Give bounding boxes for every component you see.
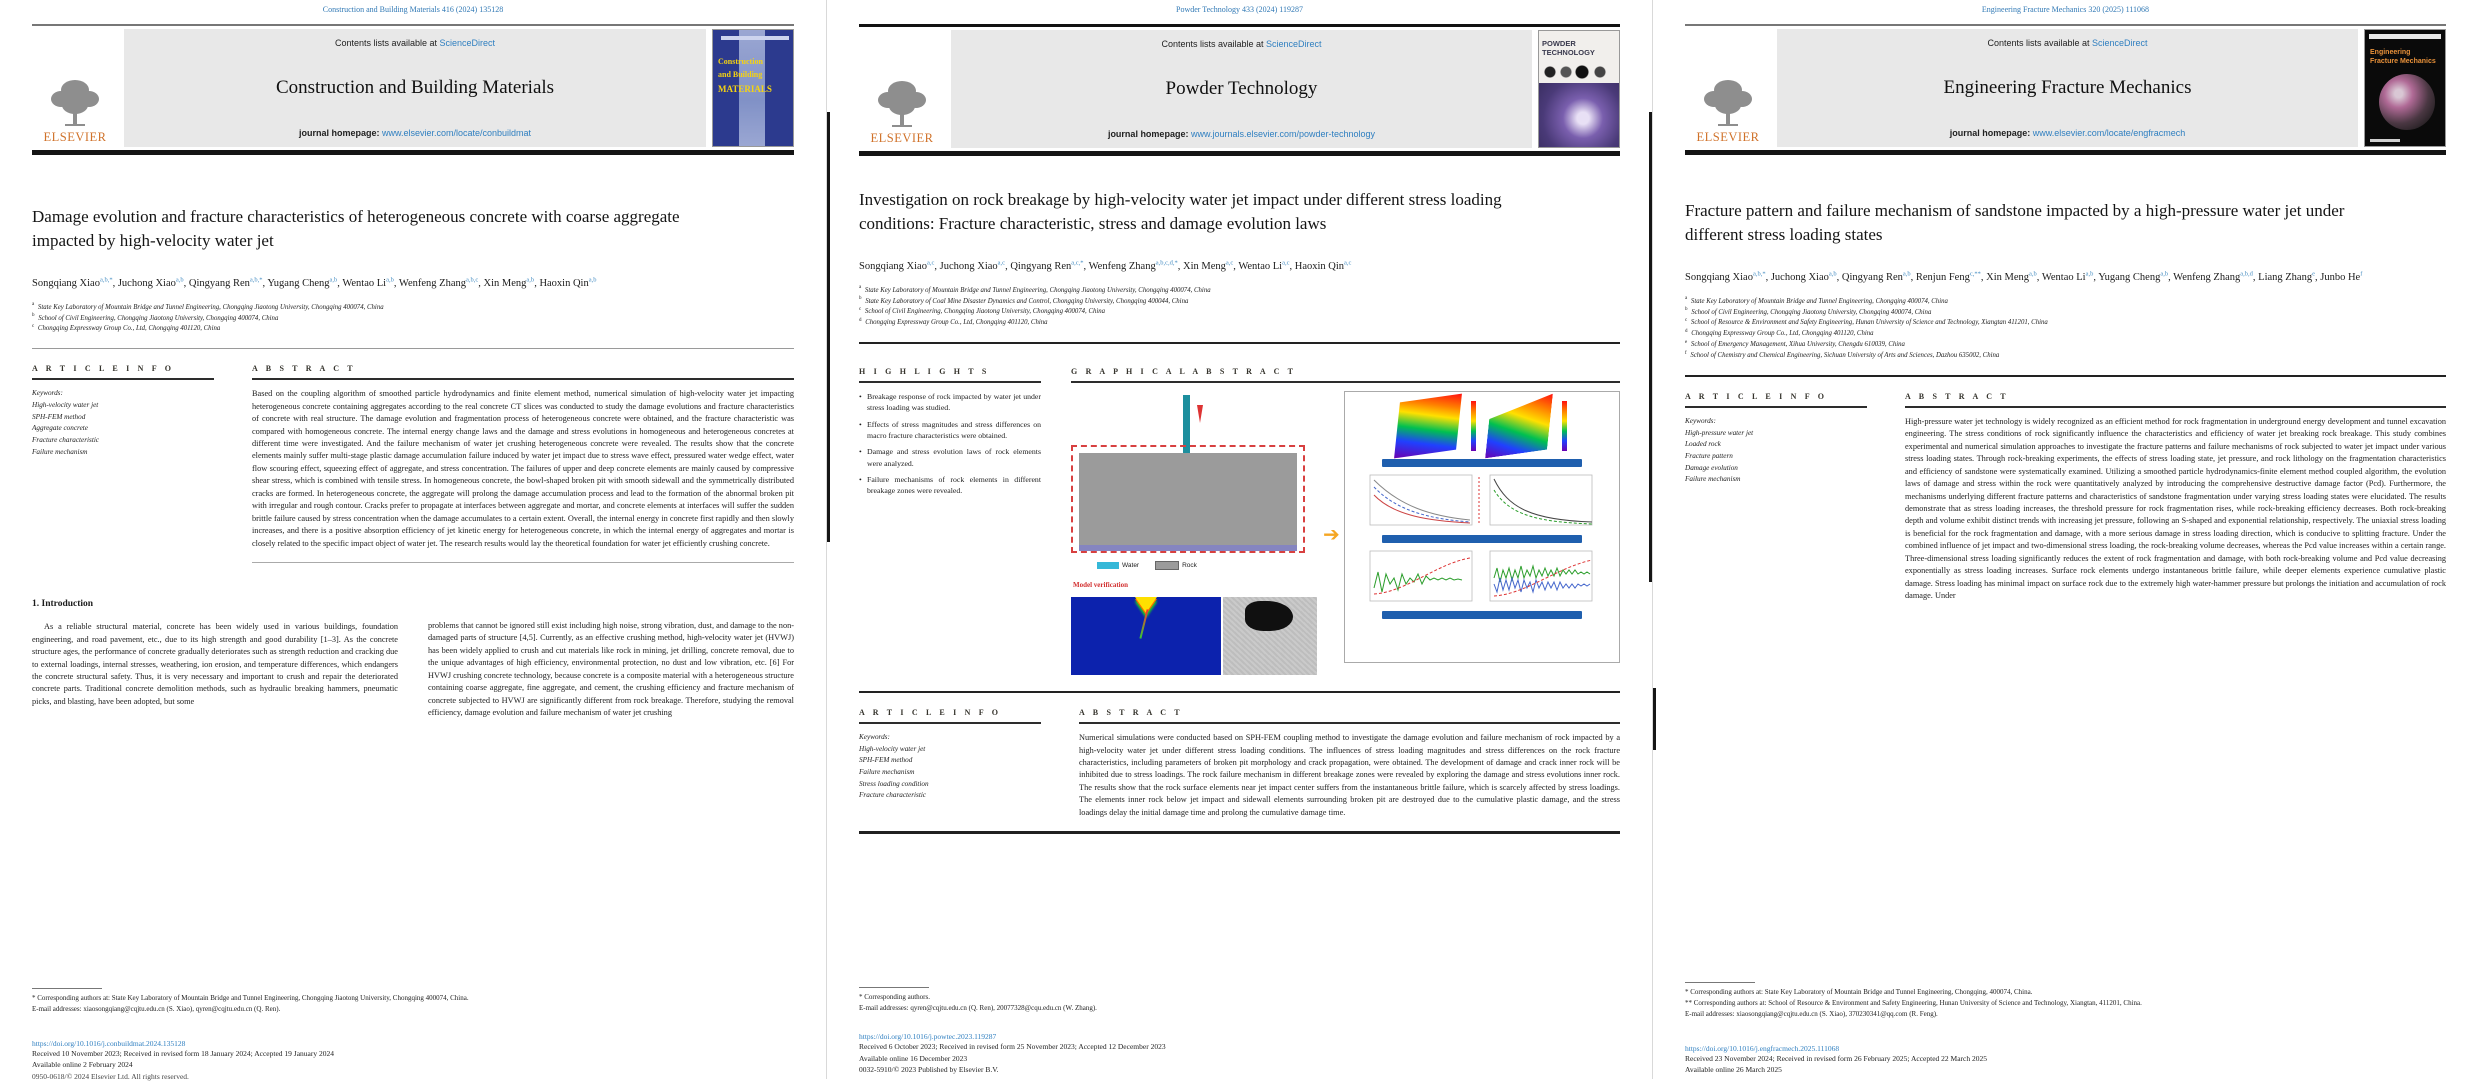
received-dates [859, 1041, 1620, 1076]
stress-evolution-charts [1366, 472, 1598, 530]
homepage-label: journal homepage: [298, 128, 382, 138]
journal-citation: Engineering Fracture Mechanics 320 (2025) 111068 [1981, 5, 2150, 14]
affiliation-line: $^c$ School of Resource & Environment and Safety Engineering, Hunan University of Science and Technology, Xiangtan 411201, China [1685, 318, 2048, 327]
surface-plot-2 [1485, 394, 1553, 459]
text-line: * Corresponding authors. [859, 993, 930, 1002]
highlights-heading: H I G H L I G H T S [859, 367, 990, 377]
author-list: Songqiang Xiao$^{a,c}$, Juchong Xiao$^{a,c}$, Qingyang Ren$^{a,c,*}$, Wenfeng Zhang$^{a,b,c,d,*}$, Xin Meng$^{a,c}$, Wentao Li$^{a,c}$, Haoxin Qin$^{a,c}$ [859, 259, 1352, 273]
affiliation-marker: a [1685, 296, 1688, 302]
introduction-section [32, 597, 794, 720]
affiliation-list [32, 303, 794, 336]
rock-label: Rock [1182, 562, 1197, 570]
heading-rule [859, 722, 1041, 724]
journal-cover-thumbnail [1538, 30, 1620, 148]
affiliation-line: $^c$ School of Civil Engineering, Chongqing Jiaotong University, Chongqing 400074, China [859, 307, 1106, 316]
water-label: Water [1122, 562, 1140, 570]
author-name: Qingyang Ren [188, 278, 250, 290]
water-swatch [1097, 562, 1119, 569]
homepage-label: journal homepage: [1107, 129, 1191, 139]
affiliation-marker: b [1685, 307, 1688, 313]
author-name: Haoxin Qin [539, 278, 589, 290]
legend-water [1097, 562, 1139, 569]
text-line: 0032-5910/© 2023 Published by Elsevier B.V. [859, 1065, 999, 1075]
abstract-text: High-pressure water jet technology is widely recognized as an efficient method for rock fragmentation in underground energy development and tunnel excavation engineering. The stress conditions of rock significantly influence the characteristics and efficiency of water jet breaking rock breakage. This study combines experimental and numerical simulation approaches to investigate the fracture patterns and failure mechanisms of rock subjected to water jet impact under various stress loading states. Through rock-breaking experiments, the effects of stress loading state, jet pressure, and rock lithology on the fragmentation characteristics and efficiency of sandstone were systematically examined. Utilizing a smoothed particle hydrodynamics-finite element method coupled algorithm, the evolution laws of damage and stress within the rock were quantitatively analyzed by introducing the comprehensive destructive damage factor (Pcd). Furthermore, the mechanisms underlying different fracture patterns and characteristics of sandstone fragmentation under varying stress loading states were elucidated. The results demonstrate that as stress loading increases, the threshold pressure for rock fragmentation rises, while rock-breaking efficiency decreases. Both rock-breaking depth and volume exhibit distinct trends with increasing jet pressure, following an S-shaped and exponential relationship, respectively. The uniaxial stress loading is beneficial for the rock fragmentation and damage, with a more serious damage in stress loading direction, which is conducive to splitting fracture. Under the combined influence of jet impact and two-dimensional stress loading, the rock-breaking volume decreases, whereas the Pcd value increases within a certain range. Three-dimensional stress loading significantly reduces the extent of rock fragmentation and damage, with both rock-breaking volume and Pcd value decreasing exponentially as stress loading increases. Surface rock elements undergo instantaneous brittle failure, while deeper elements experience cumulative plastic damage. Stress loading has minimal impact on surface rock due to the extremely high water-hammer pressure but prolongs the initiation and accumulation of rock damage. Under [1905, 416, 2446, 600]
journal-header [32, 24, 794, 147]
homepage-line [299, 128, 531, 138]
text-line: Available online 2 February 2024 [32, 1060, 133, 1070]
text-line: Damage evolution [1685, 463, 1738, 472]
author-affiliation-marker: a,b [1902, 270, 1911, 278]
footnote-rule [859, 987, 929, 988]
text-line: Failure mechanism [32, 447, 88, 456]
author-affiliation-marker: a,b [2028, 270, 2037, 278]
experiment-photo [1223, 597, 1317, 675]
info-abstract-section [32, 364, 794, 563]
flow-arrow-icon: ➔ [1323, 523, 1340, 546]
rock-base-shape [1079, 545, 1297, 551]
elsevier-tree-icon [875, 79, 929, 129]
text-line: Stress loading condition [859, 779, 929, 788]
header-rule [859, 151, 1620, 156]
text-line: Received 10 November 2023; Received in revised form 18 January 2024; Accepted 19 January 2024 [32, 1048, 334, 1058]
jet-impact-diagram [1071, 391, 1319, 677]
text-line: TECHNOLOGY [1542, 48, 1595, 58]
header-rule [1685, 150, 2446, 155]
author-name: Wentao Li [1238, 261, 1283, 273]
author-name: Juchong Xiao [939, 261, 998, 273]
article-info-column [859, 708, 1041, 819]
contents-line [1161, 39, 1321, 49]
text-line: Aggregate concrete [32, 424, 88, 433]
doi-block [859, 1032, 1620, 1076]
author-name: Juchong Xiao [1770, 272, 1829, 284]
author-affiliation-marker: a,b [386, 276, 394, 284]
page-footer [32, 988, 794, 1081]
info-abstract-section [859, 708, 1620, 819]
author-affiliation-marker: a,c [1344, 259, 1352, 267]
text-line: MATERIALS [718, 83, 772, 94]
text-line: Available online 26 March 2025 [1685, 1065, 1782, 1075]
highlights-list [859, 391, 1041, 496]
affiliation-line: $^b$ School of Civil Engineering, Chongqing Jiaotong University, Chongqing 400074, China [1685, 307, 1932, 316]
caption-banner [1382, 535, 1582, 543]
affiliation-list [1685, 297, 2446, 362]
author-affiliation-marker: a,c [926, 259, 935, 267]
cover-particles [1542, 64, 1616, 80]
journal-header [1685, 24, 2446, 147]
text-line: * Corresponding authors at: State Key Laboratory of Mountain Bridge and Tunnel Engineering, Chongqing Jiaotong University, Chongqing 400074, China. [32, 994, 469, 1003]
text-line: Fracture characteristic [859, 791, 926, 800]
footnote-lines [32, 993, 794, 1015]
author-name: Yugang Cheng [267, 278, 330, 290]
heading-rule [1071, 381, 1620, 383]
article-info-heading: A R T I C L E I N F O [32, 364, 175, 374]
affiliation-line: $^b$ State Key Laboratory of Coal Mine Disaster Dynamics and Control, Chongqing University, Chongqing 400044, China [859, 296, 1189, 305]
article-title: Damage evolution and fracture characteristics of heterogeneous concrete with coarse aggregate impacted by high-velocity water jet [32, 207, 680, 251]
scan-edge-artifact [827, 112, 830, 542]
homepage-line [1108, 129, 1375, 139]
received-dates [1685, 1053, 2446, 1076]
article-info-heading: A R T I C L E I N F O [1685, 391, 1828, 401]
affiliation-line: $^a$ State Key Laboratory of Mountain Bridge and Tunnel Engineering, Chongqing 400074, China [1685, 296, 1948, 305]
author-name: Wenfeng Zhang [2173, 272, 2241, 284]
copyright-line: 0950-0618/© 2024 Elsevier Ltd. All rights reserved. [32, 1072, 189, 1081]
author-name: Wentao Li [2041, 272, 2086, 284]
info-abstract-section [1685, 392, 2446, 603]
keywords-label: Keywords: [859, 733, 890, 742]
affiliation-line: $^d$ Chongqing Expressway Group Co., Ltd, Chongqing 401120, China [1685, 328, 1874, 338]
footnote-rule [1685, 982, 1755, 983]
affiliation-marker: c [859, 307, 862, 313]
journal-citation: Construction and Building Materials 416 (2024) 135128 [322, 5, 504, 14]
keywords-list [859, 744, 1041, 802]
text-line: High-velocity water jet [859, 744, 926, 753]
keywords-label: Keywords: [32, 389, 63, 398]
homepage-link[interactable]: www.elsevier.com/locate/conbuildmat [381, 128, 532, 138]
affiliation-marker: e [1685, 339, 1688, 345]
affiliation-line: $^a$ State Key Laboratory of Mountain Bridge and Tunnel Engineering, Chongqing Jiaotong University, Chongqing 400074, China [32, 302, 384, 311]
author-affiliation-marker: a,b,c,d,* [1155, 259, 1178, 267]
footnote-lines [859, 992, 1620, 1014]
author-name: Songqiang Xiao [32, 278, 100, 290]
scan-edge-artifact [1653, 688, 1656, 750]
rock-block-shape [1079, 453, 1297, 545]
homepage-link[interactable]: www.journals.elsevier.com/powder-technology [1190, 129, 1376, 139]
colorbar [1471, 401, 1476, 451]
author-affiliation-marker: a,b [1828, 270, 1837, 278]
intro-heading: 1. Introduction [32, 598, 94, 609]
article-title: Fracture pattern and failure mechanism of sandstone impacted by a high-pressure water jet under different stress loading states [1685, 201, 2345, 245]
author-name: Songqiang Xiao [1685, 272, 1753, 284]
elsevier-tree-icon [1701, 78, 1755, 128]
colorbar [1562, 401, 1567, 451]
heading-rule [252, 378, 794, 380]
journal-title: Construction and Building Materials [275, 77, 555, 98]
journal-banner [951, 30, 1532, 148]
doi-link[interactable]: https://doi.org/10.1016/j.engfracmech.2025.111068 [1685, 1043, 1840, 1053]
text-line: Fracture Mechanics [2370, 58, 2436, 66]
graphical-abstract-column [1071, 367, 1620, 677]
author-name: Wenfeng Zhang [1088, 261, 1156, 273]
author-name: Wentao Li [342, 278, 387, 290]
author-name: Qingyang Ren [1841, 272, 1903, 284]
affiliation-marker: d [859, 317, 862, 323]
author-affiliation-marker: a,c [997, 259, 1006, 267]
author-affiliation-marker: a,b [526, 276, 535, 284]
damage-contour-image [1071, 597, 1221, 675]
journal-cover-thumbnail [2364, 29, 2446, 147]
homepage-line [1950, 128, 2186, 138]
abstract-text: Numerical simulations were conducted based on SPH-FEM coupling method to investigate the damage evolution and failure mechanism of rock impacted by a high-velocity water jet under different stress loading conditions. The influences of stress loading magnitudes and stress differences on the rock fracture characteristics, including parameters of broken pit morphology and crack propagation, were obtained. The development of damage and crack inner rock will be inhibited due to stress loadings. The rock failure mechanism in different breakage zones were revealed by exploring the damage and stress evolutions inner rock. The results show that the rock surface elements near jet impact center suffers from the instantaneous brittle failure, which is scarcely affected by stress loadings. The elements inner rock below jet impact and sidewall elements surrounding broken pit are destroyed due to the cumulative plastic damage, and the stress loadings delay the initial damage time and prolong the cumulative damage time. [1079, 733, 1620, 817]
footnote-rule [32, 988, 102, 989]
author-affiliation-marker: a,b [175, 276, 184, 284]
journal-banner [124, 29, 706, 147]
journal-title: Powder Technology [1165, 78, 1318, 99]
affiliation-marker: d [1685, 328, 1688, 334]
author-affiliation-marker: a,b,* [1752, 270, 1766, 278]
author-name: Haoxin Qin [1294, 261, 1345, 273]
cover-bottom-mark [2370, 139, 2400, 142]
abstract-text: Based on the coupling algorithm of smoothed particle hydrodynamics and finite element method, numerical simulation of high-velocity water jet impacting heterogeneous concrete containing aggregates according to the real concrete CT slices was conducted to study the damage evolutions and fracture characteristics of concrete with real structure. The damage evolution and fragmentation process of heterogeneous concrete were obtained, and the fracture characteristic was compared with homogeneous concrete. The internal energy change laws and the damage and stress evolutions in homogeneous and heterogeneous concretes at different time were investigated. And the failure mechanism of water jet crushing heterogeneous concrete were revealed. The results show that the concrete elements mainly suffer multi-stage plastic damage accumulation failure induced by water jet impact due to stress wave effect, pressured water wedge effect, water flow scouring effect, squeezing effect of aggregate, and stress concentration. The failures of upper and deep concrete elements are mainly caused by compressive shear stress, which is combined with tensile stress. In homogeneous concrete, the bowl-shaped broken pit with smooth sidewall and the symmetrically distributed cracks are formed. In heterogeneous concrete, the aggregate will prolong the damage accumulation process and lead to the formation of the abnormal broken pit with irregular and rough contour. Cracks prefer to propagate at interfaces between aggregate and mortar, and concrete elements at interfaces will suffer the sudden brittle failure caused by stress concentration when the damage accumulates to a certain extent. Overall, the internal energy in concrete first rapidly and then slowly increases, and there is a positive absorption efficiency of jet kinetic energy for heterogeneous concrete, in which the internal energy of aggregates and mortar is closely related to the specific impact object of water jet. The research results would lay the theoretical foundation for water jet efficiently crushing concrete. [252, 389, 794, 548]
highlight-item: • Effects of stress magnitudes and stress differences on macro fracture characteristics were obtained. [859, 419, 1041, 442]
water-jet-shape [1183, 395, 1190, 453]
affiliation-marker: c [1685, 318, 1688, 324]
abstract-heading: A B S T R A C T [252, 364, 356, 374]
affiliation-line: $^c$ Chongqing Expressway Group Co., Ltd, Chongqing 401120, China [32, 324, 221, 333]
author-name: Yugang Cheng [2098, 272, 2161, 284]
sciencedirect-link[interactable]: ScienceDirect [2092, 38, 2148, 48]
text-line: High-velocity water jet [32, 400, 99, 409]
page-footer [859, 987, 1620, 1076]
received-dates [32, 1048, 794, 1071]
contents-prefix: Contents lists available at [1161, 39, 1267, 49]
text-line: E-mail addresses: xiaosongqiang@cqjtu.edu.cn (S. Xiao), 370230341@qq.com (R. Feng). [1685, 1009, 1938, 1018]
damage-evolution-charts [1366, 548, 1598, 606]
heading-rule [1079, 722, 1620, 724]
heading-rule [859, 381, 1041, 383]
text-line: Fracture characteristic [32, 435, 99, 444]
keywords-list [32, 400, 214, 458]
doi-link[interactable]: https://doi.org/10.1016/j.powtec.2023.119287 [859, 1032, 997, 1042]
elsevier-wordmark: ELSEVIER [870, 131, 934, 145]
author-name: Xin Meng [483, 278, 527, 290]
doi-block [32, 1038, 794, 1081]
intro-column-2 [428, 597, 794, 720]
text-line: Available online 16 December 2023 [859, 1053, 968, 1063]
paper-page-1 [0, 0, 826, 1079]
article-title: Investigation on rock breakage by high-velocity water jet impact under different stress loading conditions: Fracture characteristic, stress and damage evolution laws [859, 190, 1502, 234]
author-affiliation-marker: a,b,c [466, 276, 479, 284]
article-info-column [32, 364, 214, 563]
section-end-rule [859, 831, 1620, 834]
cover-title [718, 56, 793, 96]
cover-title [1542, 39, 1616, 58]
sciencedirect-link[interactable]: ScienceDirect [439, 38, 496, 48]
cover-bar [721, 36, 789, 40]
author-list: Songqiang Xiao$^{a,b,*}$, Juchong Xiao$^{a,b}$, Qingyang Ren$^{a,b,*}$, Yugang Cheng$^{a,b}$, Wentao Li$^{a,b}$, Wenfeng Zhang$^{a,b,c}$, Xin Meng$^{a,b}$, Haoxin Qin$^{a,b}$ [32, 276, 597, 290]
text-line: Failure mechanism [1685, 475, 1741, 484]
affiliation-line: $^e$ School of Emergency Management, Xihua University, Chengdu 610039, China [1685, 339, 1905, 349]
journal-title: Engineering Fracture Mechanics [1943, 77, 2192, 98]
author-affiliation-marker: a,b [329, 276, 338, 284]
elsevier-logo [1685, 29, 1771, 147]
text-line: SPH-FEM method [32, 412, 86, 421]
author-name: Wenfeng Zhang [398, 278, 467, 290]
cover-title [2370, 48, 2445, 67]
author-affiliation-marker: a,c [1225, 259, 1234, 267]
text-line: E-mail addresses: qyren@cqjtu.edu.cn (Q. Ren), 20077328@cqu.edu.cn (W. Zhang). [859, 1004, 1097, 1013]
author-affiliation-marker: c,** [1969, 270, 1981, 278]
cover-top-bar [2369, 34, 2441, 39]
contents-prefix: Contents lists available at [1987, 38, 2093, 48]
article-info-heading: A R T I C L E I N F O [859, 708, 1002, 718]
highlights-column [859, 367, 1041, 677]
affiliation-line: $^a$ State Key Laboratory of Mountain Bridge and Tunnel Engineering, Chongqing Jiaotong University, Chongqing 400074, China [859, 285, 1211, 294]
affiliation-line: $^f$ School of Chemistry and Chemical Engineering, Sichuan University of Arts and Sciences, Dazhou 635002, China [1685, 350, 2000, 359]
cover-image [1539, 83, 1619, 147]
section-divider [32, 348, 794, 349]
author-name: Liang Zhang [2258, 272, 2313, 284]
surface-plots [1397, 398, 1567, 454]
diagram-legend [1097, 561, 1197, 570]
surface-plot-1 [1394, 394, 1462, 459]
author-name: Xin Meng [1182, 261, 1226, 273]
intro-paragraph: problems that cannot be ignored still exist including high noise, strong vibration, dust, and damage to the non-damaged parts of structure [4,5]. Currently, as an effective crushing method, high-velocity water jet (HVWJ) has been widely applied to crush and cut materials like rock in mining, jet drilling, concrete removal, due to the unique advantages of high efficiency, environmental protection, no dust and low vibration, etc. [6] For HVWJ crushing concrete technology, because concrete is a composite material with a heterogeneous structure containing coarse aggregate, fine aggregate, and cement, the crushing efficiency and fracture mechanism of concrete subjected to HVWJ are significantly different from rock breakage. Therefore, studying the removal efficiency, damage evolution and failure mechanism of water jet crushing [428, 620, 794, 717]
journal-header [859, 24, 1620, 148]
text-line: Received 6 October 2023; Received in revised form 25 November 2023; Accepted 12 December 2023 [859, 1042, 1166, 1052]
intro-paragraph: As a reliable structural material, concrete has been widely used in various buildings, foundation engineering, and road pavement, etc., due to its high strength and good durability [1–3]. As the concrete structure ages, the performance of concrete gradually deteriorates such as strength reduction and cracking due to external loadings, internal stresses, weathering, ion erosion, and temperature differences, which endangers the concrete structural safety. Thus, it is very necessary and important to crush and repair the deteriorated concrete parts. Traditional concrete demolition methods, such as hydraulic breaking hammers, pneumatic picks, and blasting, have been adopted, but some [32, 622, 398, 706]
graphical-abstract-figure [1071, 391, 1620, 677]
elsevier-tree-icon [48, 78, 102, 128]
text-line: POWDER [1542, 39, 1576, 48]
abstract-column [1905, 392, 2446, 603]
broken-pit-photo-shape [1245, 601, 1293, 631]
text-line: and Building [718, 69, 763, 79]
abstract-heading: A B S T R A C T [1905, 391, 2009, 401]
author-list: Songqiang Xiao$^{a,b,*}$, Juchong Xiao$^{a,b}$, Qingyang Ren$^{a,b}$, Renjun Feng$^{c,**}$, Xin Meng$^{a,b}$, Wentao Li$^{a,b}$, Yugang Cheng$^{a,b}$, Wenfeng Zhang$^{a,b,d}$, Liang Zhang$^e$, Junbo He$^f$ [1685, 270, 2363, 284]
text-line: Fracture pattern [1685, 451, 1733, 460]
text-line: * Corresponding authors at: State Key Laboratory of Mountain Bridge and Tunnel Engineering, Chongqing, 400074, China. [1685, 988, 2033, 997]
affiliation-marker: c [32, 324, 35, 330]
caption-banner [1382, 459, 1582, 467]
heading-rule [1685, 406, 1867, 408]
caption-banner [1382, 611, 1582, 619]
author-affiliation-marker: a,b [2085, 270, 2094, 278]
elsevier-wordmark: ELSEVIER [43, 130, 107, 144]
homepage-link[interactable]: www.elsevier.com/locate/engfracmech [2032, 128, 2186, 138]
elsevier-logo [32, 29, 118, 147]
graphical-abstract-heading: G R A P H I C A L A B S T R A C T [1071, 367, 1297, 377]
doi-block [1685, 1044, 2446, 1076]
section-divider [859, 342, 1620, 344]
abstract-column [252, 364, 794, 563]
author-affiliation-marker: f [2360, 270, 2363, 278]
heading-rule [1905, 406, 2446, 408]
keywords-list [1685, 428, 1867, 486]
legend-rock [1155, 561, 1197, 570]
affiliation-line: $^b$ School of Civil Engineering, Chongqing Jiaotong University, Chongqing 400074, China [32, 313, 279, 322]
text-line: Engineering [2370, 49, 2411, 56]
highlight-item: • Failure mechanisms of rock elements in different breakage zones were revealed. [859, 474, 1041, 497]
footnote-lines [1685, 987, 2446, 1020]
affiliation-list [859, 286, 1620, 330]
abstract-column [1079, 708, 1620, 819]
journal-citation: Powder Technology 433 (2024) 119287 [1176, 5, 1303, 14]
contents-line [335, 38, 495, 48]
results-panel [1344, 391, 1620, 663]
highlight-item: • Breakage response of rock impacted by water jet under stress loading was studied. [859, 391, 1041, 414]
homepage-label: journal homepage: [1949, 128, 2033, 138]
highlights-graphical-section [859, 357, 1620, 693]
author-affiliation-marker: a,b,* [249, 276, 263, 284]
abstract-heading: A B S T R A C T [1079, 708, 1183, 718]
journal-cover-thumbnail [712, 29, 794, 147]
heading-rule [32, 378, 214, 380]
contents-line [1987, 38, 2147, 48]
author-affiliation-marker: e [2312, 270, 2315, 278]
author-affiliation-marker: a,c,* [1071, 259, 1084, 267]
text-line: E-mail addresses: xiaosongqiang@cqjtu.edu.cn (S. Xiao), qyren@cqjtu.edu.cn (Q. Ren). [32, 1004, 281, 1013]
cover-image [2379, 74, 2435, 130]
model-verification-label: Model verification [1073, 581, 1129, 590]
text-line: Received 23 November 2024; Received in revised form 26 February 2025; Accepted 22 March 2025 [1685, 1053, 1987, 1063]
affiliation-marker: b [32, 313, 35, 319]
author-affiliation-marker: a,b [2160, 270, 2169, 278]
author-name: Qingyang Ren [1010, 261, 1072, 273]
text-line: Loaded rock [1685, 440, 1721, 449]
author-name: Songqiang Xiao [859, 261, 927, 273]
author-name: Xin Meng [1986, 272, 2029, 284]
intro-column-1 [32, 597, 398, 720]
elsevier-wordmark: ELSEVIER [1696, 130, 1760, 144]
text-line: SPH-FEM method [859, 756, 913, 765]
text-line: Construction [718, 57, 763, 66]
affiliation-line: $^d$ Chongqing Expressway Group Co., Ltd, Chongqing 401120, China [859, 317, 1048, 327]
highlight-item: • Damage and stress evolution laws of rock elements were analyzed. [859, 446, 1041, 469]
paper-page-3 [1652, 0, 2478, 1079]
author-affiliation-marker: a,b [588, 276, 597, 284]
section-divider [1685, 375, 2446, 377]
jet-velocity-arrow [1197, 405, 1203, 423]
page-footer [1685, 982, 2446, 1076]
doi-link[interactable]: https://doi.org/10.1016/j.conbuildmat.2024.135128 [32, 1038, 186, 1048]
crack-shape [1139, 609, 1148, 639]
author-name: Junbo He [2320, 272, 2361, 284]
affiliation-marker: a [859, 285, 862, 291]
author-affiliation-marker: a,b,* [99, 276, 113, 284]
article-info-column [1685, 392, 1867, 603]
affiliation-marker: f [1685, 350, 1687, 356]
author-name: Renjun Feng [1915, 272, 1970, 284]
elsevier-logo [859, 30, 945, 148]
contents-prefix: Contents lists available at [334, 38, 440, 48]
affiliation-marker: b [859, 296, 862, 302]
text-line: Failure mechanism [859, 768, 915, 777]
paper-page-2 [826, 0, 1652, 1079]
text-line: ** Corresponding authors at: School of Resource & Environment and Safety Engineering, Hunan University of Science and Technology, Xiangtan, 411201, China. [1685, 999, 2142, 1008]
author-affiliation-marker: a,b,d [2240, 270, 2253, 278]
keywords-label: Keywords: [1685, 416, 1716, 425]
text-line: High-pressure water jet [1685, 428, 1754, 437]
header-rule [32, 150, 794, 155]
author-affiliation-marker: a,c [1282, 259, 1290, 267]
author-name: Juchong Xiao [117, 278, 176, 290]
journal-banner [1777, 29, 2358, 147]
affiliation-marker: a [32, 302, 35, 308]
abstract-end-rule [252, 562, 794, 563]
rock-swatch [1155, 561, 1179, 570]
sciencedirect-link[interactable]: ScienceDirect [1266, 39, 1322, 49]
